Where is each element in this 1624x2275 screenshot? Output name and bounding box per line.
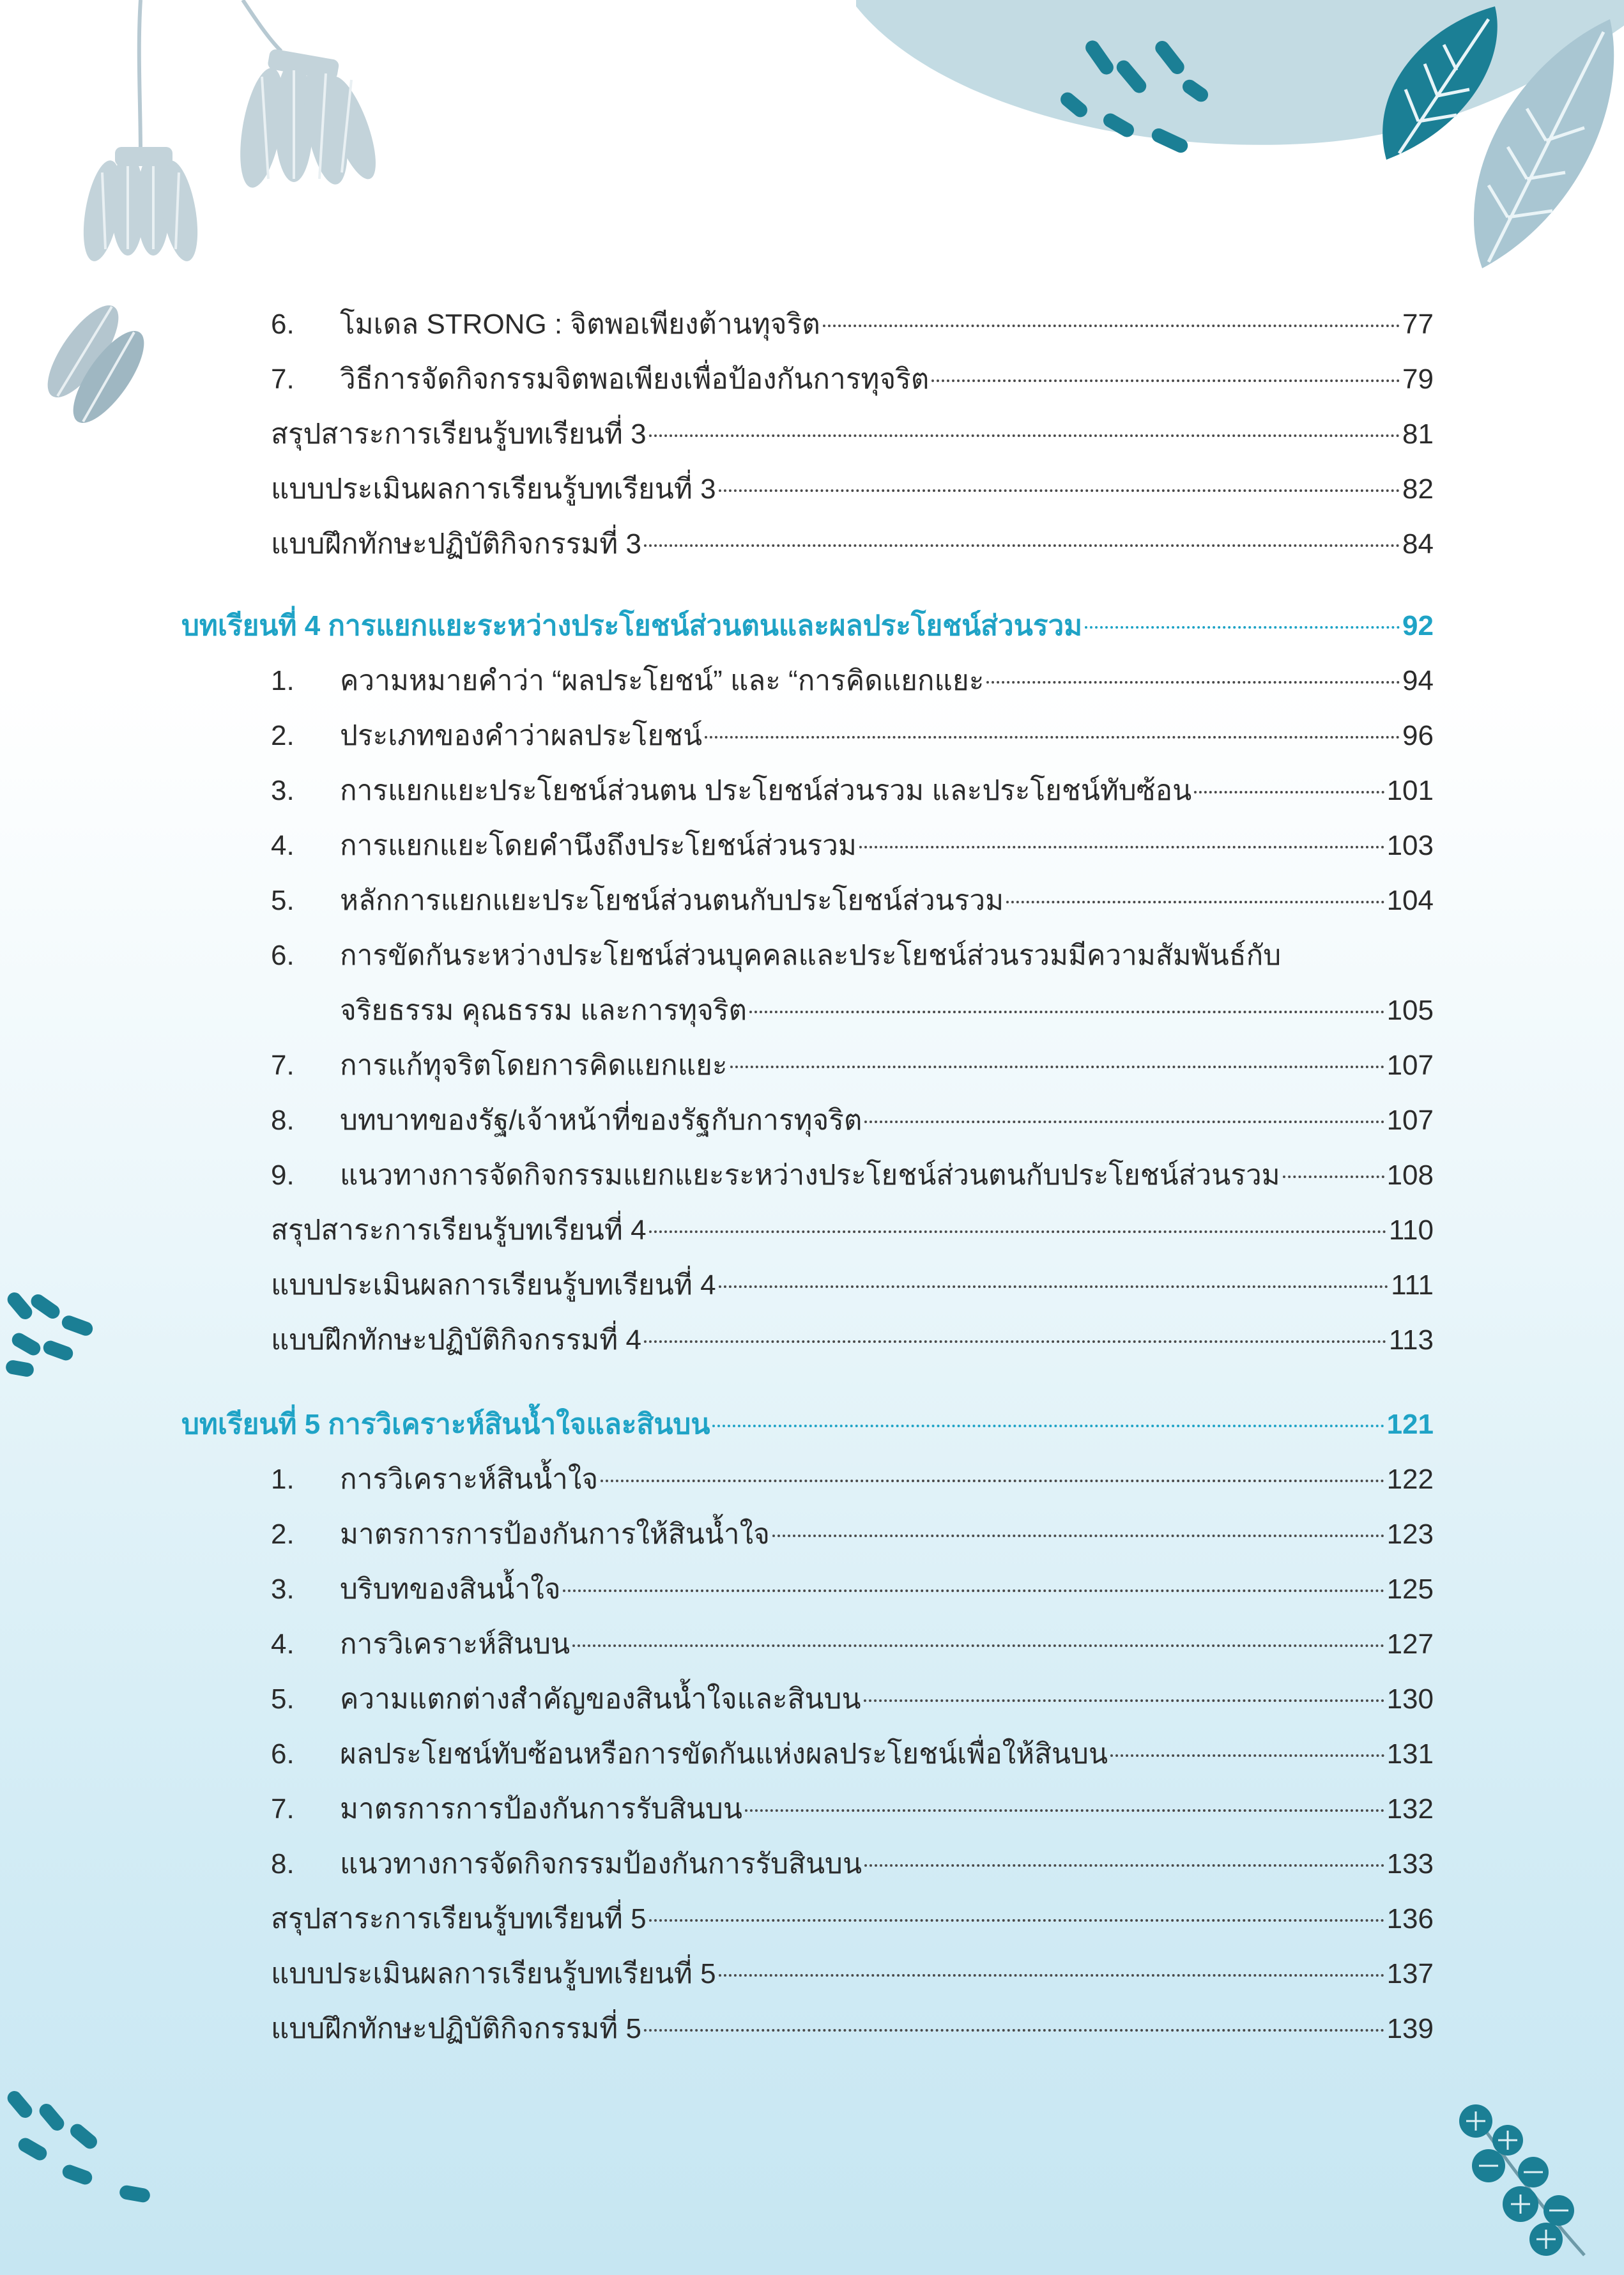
toc-entry bbox=[271, 415, 1434, 454]
entry-page: 133 bbox=[1386, 1848, 1434, 1880]
entry-page: 127 bbox=[1386, 1628, 1434, 1660]
entry-title: ความหมายคำว่า “ผลประโยชน์” และ “การคิดแยกแยะ bbox=[340, 665, 984, 696]
entry-page: 107 bbox=[1386, 1105, 1434, 1136]
entry-page: 101 bbox=[1386, 775, 1434, 806]
dot-leader bbox=[931, 379, 1400, 382]
entry-title: แนวทางการจัดกิจกรรมป้องกันการรับสินบน bbox=[340, 1848, 862, 1880]
entry-title: การขัดกันระหว่างประโยชน์ส่วนบุคคลและประโยชน์ส่วนรวมมีความสัมพันธ์กับ bbox=[340, 940, 1282, 971]
toc-entry bbox=[271, 1515, 1434, 1554]
section-title: บทเรียนที่ 5 การวิเคราะห์สินน้ำใจและสินบน bbox=[181, 1409, 710, 1440]
toc-entry bbox=[271, 1790, 1434, 1828]
entry-page: 108 bbox=[1386, 1160, 1434, 1191]
entry-page: 84 bbox=[1402, 528, 1434, 560]
dot-leader bbox=[1085, 626, 1400, 629]
entry-title: หลักการแยกแยะประโยชน์ส่วนตนกับประโยชน์ส่วนรวม bbox=[340, 885, 1004, 916]
toc-entry bbox=[271, 1101, 1434, 1140]
toc-entry bbox=[271, 1046, 1434, 1085]
dot-leader bbox=[749, 1011, 1384, 1013]
entry-page: 131 bbox=[1386, 1738, 1434, 1770]
entry-number: 1. bbox=[271, 1464, 295, 1495]
entry-page: 111 bbox=[1391, 1269, 1434, 1301]
entry-title: แบบฝึกทักษะปฏิบัติกิจกรรมที่ 4 bbox=[271, 1324, 641, 1356]
toc-entry bbox=[271, 525, 1434, 563]
entry-page: 113 bbox=[1388, 1324, 1434, 1356]
dot-leader bbox=[572, 1644, 1384, 1647]
entry-page: 136 bbox=[1386, 1903, 1434, 1934]
dot-leader bbox=[719, 1285, 1389, 1288]
toc-entry bbox=[271, 1460, 1434, 1499]
toc-entry bbox=[271, 1735, 1434, 1773]
entry-number: 6. bbox=[271, 309, 295, 340]
entry-page: 125 bbox=[1386, 1574, 1434, 1605]
entry-page: 137 bbox=[1386, 1958, 1434, 1989]
entry-title: แบบฝึกทักษะปฏิบัติกิจกรรมที่ 3 bbox=[271, 528, 641, 560]
entry-number: 9. bbox=[271, 1160, 295, 1191]
dot-leader bbox=[644, 2029, 1384, 2032]
dot-leader bbox=[864, 1121, 1384, 1123]
toc-entry bbox=[271, 1680, 1434, 1719]
toc-section-heading bbox=[181, 1406, 1434, 1444]
entry-page: 105 bbox=[1386, 995, 1434, 1026]
entry-title: มาตรการการป้องกันการให้สินน้ำใจ bbox=[340, 1519, 770, 1550]
entry-page: 81 bbox=[1402, 418, 1434, 450]
dot-leader bbox=[649, 1919, 1384, 1922]
entry-title: บทบาทของรัฐ/เจ้าหน้าที่ของรัฐกับการทุจริต bbox=[340, 1105, 862, 1136]
dot-leader bbox=[864, 1699, 1384, 1702]
entry-page: 82 bbox=[1402, 473, 1434, 505]
entry-page: 77 bbox=[1402, 309, 1434, 340]
entry-number: 7. bbox=[271, 1050, 295, 1081]
toc-entry bbox=[271, 662, 1434, 700]
entry-page: 96 bbox=[1402, 720, 1434, 751]
entry-page: 123 bbox=[1386, 1519, 1434, 1550]
toc-entry bbox=[271, 1625, 1434, 1664]
entry-title: สรุปสาระการเรียนรู้บทเรียนที่ 4 bbox=[271, 1214, 647, 1246]
entry-title: มาตรการการป้องกันการรับสินบน bbox=[340, 1793, 742, 1825]
section-page: 121 bbox=[1386, 1409, 1434, 1440]
entry-title: บริบทของสินน้ำใจ bbox=[340, 1574, 561, 1605]
entry-page: 107 bbox=[1386, 1050, 1434, 1081]
toc-entry-continued bbox=[340, 992, 1434, 1030]
toc-entry bbox=[271, 882, 1434, 920]
entry-number: 5. bbox=[271, 885, 295, 916]
section-title: บทเรียนที่ 4 การแยกแยะระหว่างประโยชน์ส่วนตนและผลประโยชน์ส่วนรวม bbox=[181, 610, 1083, 641]
toc-entry bbox=[271, 1211, 1434, 1250]
toc-entry bbox=[271, 1955, 1434, 1993]
entry-page: 103 bbox=[1386, 830, 1434, 861]
dot-leader bbox=[563, 1589, 1384, 1592]
toc-entry bbox=[271, 1845, 1434, 1883]
entry-title: แบบประเมินผลการเรียนรู้บทเรียนที่ 4 bbox=[271, 1269, 716, 1301]
toc-entry bbox=[271, 772, 1434, 810]
toc-entry bbox=[271, 360, 1434, 399]
entry-number: 8. bbox=[271, 1848, 295, 1880]
dot-leader bbox=[705, 736, 1400, 739]
dot-leader bbox=[986, 681, 1400, 684]
dot-leader bbox=[649, 1230, 1386, 1233]
entry-page: 130 bbox=[1386, 1683, 1434, 1715]
entry-title: โมเดล STRONG : จิตพอเพียงต้านทุจริต bbox=[340, 309, 820, 340]
entry-title: ความแตกต่างสำคัญของสินน้ำใจและสินบน bbox=[340, 1683, 861, 1715]
entry-number: 4. bbox=[271, 1628, 295, 1660]
entry-number: 4. bbox=[271, 830, 295, 861]
toc-section-heading bbox=[181, 607, 1434, 645]
entry-title: ประเภทของคำว่าผลประโยชน์ bbox=[340, 720, 703, 751]
entry-title: การแยกแยะโดยคำนึงถึงประโยชน์ส่วนรวม bbox=[340, 830, 857, 861]
entry-title: สรุปสาระการเรียนรู้บทเรียนที่ 5 bbox=[271, 1903, 647, 1934]
entry-title: การวิเคราะห์สินน้ำใจ bbox=[340, 1464, 599, 1495]
entry-number: 5. bbox=[271, 1683, 295, 1715]
dot-leader bbox=[1110, 1754, 1384, 1757]
entry-title: การแยกแยะประโยชน์ส่วนตน ประโยชน์ส่วนรวม และประโยชน์ทับซ้อน bbox=[340, 775, 1192, 806]
dot-leader bbox=[864, 1864, 1384, 1867]
dot-leader bbox=[859, 846, 1384, 848]
toc-entry bbox=[271, 1570, 1434, 1609]
toc-entry bbox=[271, 1321, 1434, 1360]
entry-page: 79 bbox=[1402, 364, 1434, 395]
entry-number: 2. bbox=[271, 720, 295, 751]
dot-leader bbox=[730, 1066, 1384, 1068]
entry-page: 132 bbox=[1386, 1793, 1434, 1825]
entry-title: แนวทางการจัดกิจกรรมแยกแยะระหว่างประโยชน์ส่วนตนกับประโยชน์ส่วนรวม bbox=[340, 1160, 1280, 1191]
entry-page: 122 bbox=[1386, 1464, 1434, 1495]
entry-page: 94 bbox=[1402, 665, 1434, 696]
dot-leader bbox=[644, 1340, 1386, 1343]
entry-title: การแก้ทุจริตโดยการคิดแยกแยะ bbox=[340, 1050, 728, 1081]
entry-number: 6. bbox=[271, 1738, 295, 1770]
toc-entry bbox=[271, 937, 1434, 975]
dot-leader bbox=[719, 489, 1400, 492]
entry-title: จริยธรรม คุณธรรม และการทุจริต bbox=[340, 995, 747, 1026]
section-page: 92 bbox=[1402, 610, 1434, 641]
toc-entry bbox=[271, 827, 1434, 865]
entry-number: 3. bbox=[271, 1574, 295, 1605]
entry-number: 7. bbox=[271, 364, 295, 395]
entry-number: 1. bbox=[271, 665, 295, 696]
entry-title: ผลประโยชน์ทับซ้อนหรือการขัดกันแห่งผลประโยชน์เพื่อให้สินบน bbox=[340, 1738, 1108, 1770]
dot-leader bbox=[712, 1425, 1384, 1427]
entry-page: 139 bbox=[1386, 2013, 1434, 2044]
toc-entry bbox=[271, 470, 1434, 509]
dot-leader bbox=[823, 325, 1400, 327]
dot-leader bbox=[745, 1809, 1384, 1812]
dot-leader bbox=[649, 434, 1400, 437]
toc-entry bbox=[271, 1156, 1434, 1195]
entry-title: แบบประเมินผลการเรียนรู้บทเรียนที่ 3 bbox=[271, 473, 716, 505]
entry-number: 3. bbox=[271, 775, 295, 806]
entry-page: 110 bbox=[1388, 1214, 1434, 1246]
dot-leader bbox=[1283, 1176, 1384, 1178]
dot-leader bbox=[644, 544, 1400, 547]
toc-entry bbox=[271, 717, 1434, 755]
dot-leader bbox=[772, 1535, 1384, 1537]
toc-entry bbox=[271, 1900, 1434, 1938]
entry-title: สรุปสาระการเรียนรู้บทเรียนที่ 3 bbox=[271, 418, 647, 450]
entry-title: แบบฝึกทักษะปฏิบัติกิจกรรมที่ 5 bbox=[271, 2013, 641, 2044]
entry-title: วิธีการจัดกิจกรรมจิตพอเพียงเพื่อป้องกันการทุจริต bbox=[340, 364, 930, 395]
dot-leader bbox=[1006, 901, 1384, 903]
entry-title: แบบประเมินผลการเรียนรู้บทเรียนที่ 5 bbox=[271, 1958, 716, 1989]
toc-entry bbox=[271, 2010, 1434, 2048]
entry-number: 2. bbox=[271, 1519, 295, 1550]
entry-title: การวิเคราะห์สินบน bbox=[340, 1628, 571, 1660]
dot-leader bbox=[1194, 791, 1384, 793]
dot-leader bbox=[601, 1480, 1384, 1482]
entry-page: 104 bbox=[1386, 885, 1434, 916]
entry-number: 7. bbox=[271, 1793, 295, 1825]
entry-number: 6. bbox=[271, 940, 295, 971]
toc-entry bbox=[271, 1266, 1434, 1305]
dot-leader bbox=[719, 1974, 1384, 1977]
toc-entry bbox=[271, 305, 1434, 344]
entry-number: 8. bbox=[271, 1105, 295, 1136]
